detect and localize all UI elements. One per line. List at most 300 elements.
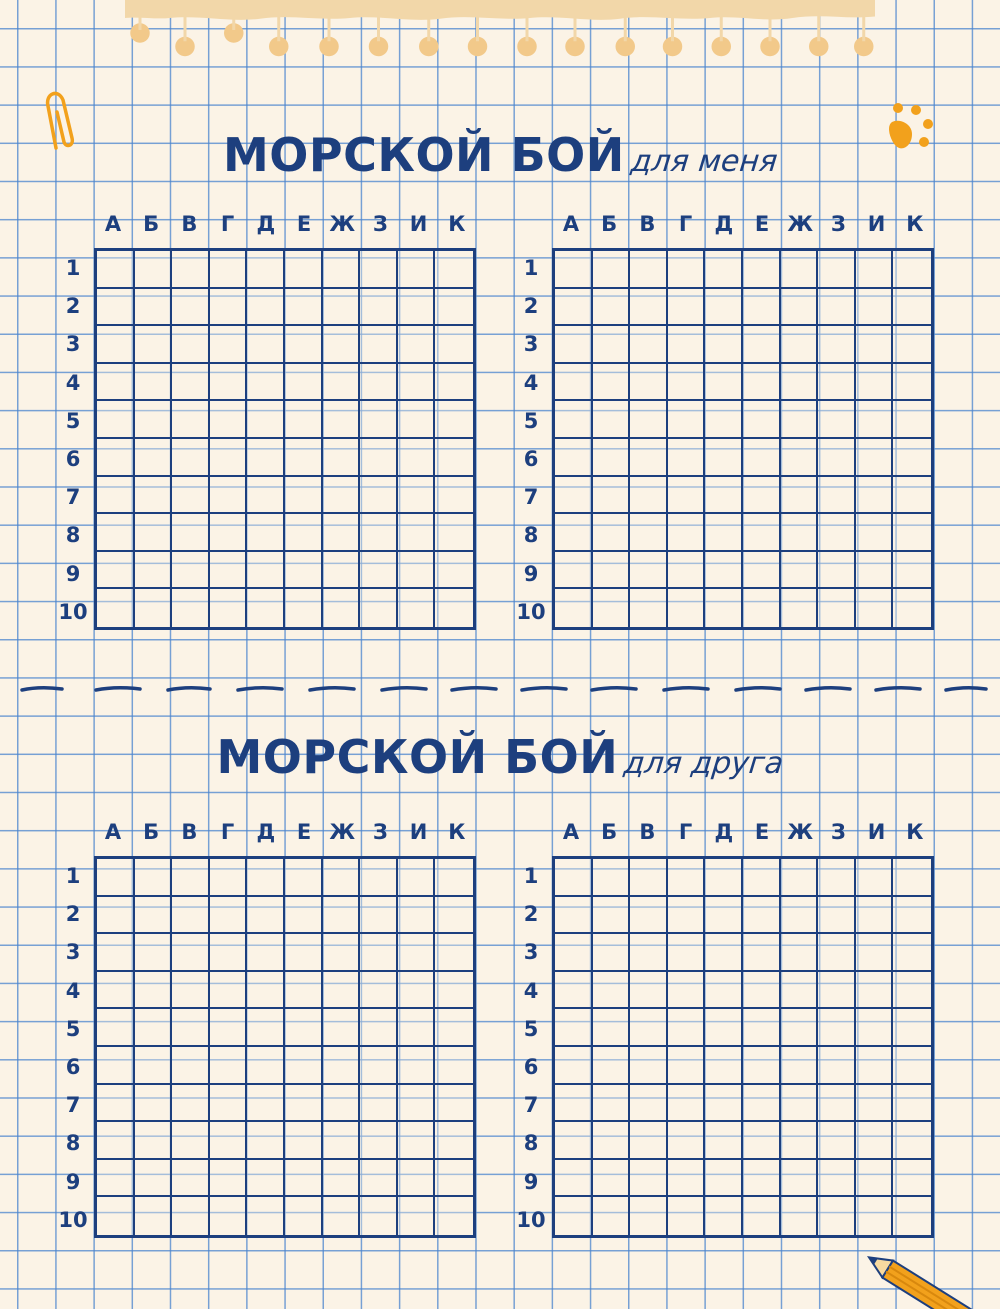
grid-cell[interactable] (135, 1160, 173, 1198)
grid-cell[interactable] (323, 552, 361, 590)
grid-cell[interactable] (323, 934, 361, 972)
grid-cell[interactable] (818, 326, 856, 364)
grid-cell[interactable] (630, 289, 668, 327)
grid-cell[interactable] (743, 859, 781, 897)
grid-cell[interactable] (360, 326, 398, 364)
grid-cell[interactable] (135, 552, 173, 590)
grid-cell[interactable] (893, 289, 931, 327)
grid-cell[interactable] (818, 897, 856, 935)
grid-cell[interactable] (630, 589, 668, 627)
grid-cell[interactable] (818, 1160, 856, 1198)
grid-cell[interactable] (630, 552, 668, 590)
grid-cell[interactable] (630, 897, 668, 935)
grid-cell[interactable] (323, 364, 361, 402)
grid-cell[interactable] (323, 401, 361, 439)
grid-cell[interactable] (210, 589, 248, 627)
grid-cell[interactable] (705, 364, 743, 402)
grid-cell[interactable] (630, 1047, 668, 1085)
grid-cell[interactable] (285, 972, 323, 1010)
grid-cell[interactable] (555, 1009, 593, 1047)
grid-cell[interactable] (781, 251, 819, 289)
grid-cell[interactable] (705, 514, 743, 552)
grid-cell[interactable] (360, 401, 398, 439)
grid-cell[interactable] (172, 1047, 210, 1085)
grid-cell[interactable] (135, 251, 173, 289)
grid-cell[interactable] (818, 251, 856, 289)
grid-cell[interactable] (435, 251, 473, 289)
grid-cell[interactable] (323, 1009, 361, 1047)
grid-cell[interactable] (593, 552, 631, 590)
grid-cell[interactable] (97, 934, 135, 972)
grid-cell[interactable] (398, 552, 436, 590)
grid-cell[interactable] (285, 589, 323, 627)
grid-cell[interactable] (818, 1197, 856, 1235)
grid-cell[interactable] (323, 1122, 361, 1160)
grid-cell[interactable] (435, 1122, 473, 1160)
grid-cell[interactable] (172, 514, 210, 552)
grid-cell[interactable] (705, 897, 743, 935)
grid-cell[interactable] (668, 1009, 706, 1047)
grid-cell[interactable] (172, 972, 210, 1010)
grid-cell[interactable] (285, 897, 323, 935)
grid-cell[interactable] (247, 1009, 285, 1047)
grid-cell[interactable] (97, 289, 135, 327)
grid-cell[interactable] (398, 1122, 436, 1160)
grid-cell[interactable] (398, 401, 436, 439)
grid-cell[interactable] (555, 589, 593, 627)
grid-cell[interactable] (555, 289, 593, 327)
grid-cell[interactable] (285, 326, 323, 364)
grid-cell[interactable] (555, 364, 593, 402)
grid-cell[interactable] (398, 1085, 436, 1123)
grid-cell[interactable] (97, 326, 135, 364)
grid-cell[interactable] (435, 326, 473, 364)
grid-cell[interactable] (285, 934, 323, 972)
grid-cell[interactable] (172, 589, 210, 627)
grid-cell[interactable] (435, 1197, 473, 1235)
grid-cell[interactable] (630, 1085, 668, 1123)
grid-cell[interactable] (781, 972, 819, 1010)
grid-cell[interactable] (555, 401, 593, 439)
grid-cell[interactable] (97, 897, 135, 935)
grid-cell[interactable] (555, 1160, 593, 1198)
grid-cell[interactable] (97, 1197, 135, 1235)
grid-cell[interactable] (398, 1047, 436, 1085)
grid-cell[interactable] (360, 589, 398, 627)
grid-cell[interactable] (360, 1160, 398, 1198)
grid-cell[interactable] (818, 477, 856, 515)
grid-cell[interactable] (705, 477, 743, 515)
grid-cell[interactable] (668, 477, 706, 515)
grid-cell[interactable] (360, 364, 398, 402)
grid-cell[interactable] (743, 514, 781, 552)
grid-cell[interactable] (593, 477, 631, 515)
grid-cell[interactable] (781, 1197, 819, 1235)
grid-cell[interactable] (856, 401, 894, 439)
grid-cell[interactable] (630, 972, 668, 1010)
grid-cell[interactable] (172, 552, 210, 590)
grid-cell[interactable] (705, 1122, 743, 1160)
grid-cell[interactable] (893, 1197, 931, 1235)
grid-cell[interactable] (781, 326, 819, 364)
grid-cell[interactable] (593, 934, 631, 972)
grid-cell[interactable] (630, 477, 668, 515)
grid-cell[interactable] (555, 897, 593, 935)
grid-cell[interactable] (285, 401, 323, 439)
grid-cell[interactable] (323, 1085, 361, 1123)
grid-cell[interactable] (668, 589, 706, 627)
grid-cell[interactable] (743, 589, 781, 627)
grid-cell[interactable] (856, 251, 894, 289)
grid-cell[interactable] (630, 1122, 668, 1160)
grid-cell[interactable] (555, 439, 593, 477)
grid-cell[interactable] (743, 897, 781, 935)
grid-cell[interactable] (210, 552, 248, 590)
grid-cell[interactable] (893, 1009, 931, 1047)
grid-cell[interactable] (135, 1085, 173, 1123)
grid-cell[interactable] (668, 439, 706, 477)
grid-cell[interactable] (360, 1009, 398, 1047)
grid-cell[interactable] (97, 552, 135, 590)
grid-cell[interactable] (743, 477, 781, 515)
grid-cell[interactable] (360, 251, 398, 289)
grid-cell[interactable] (247, 859, 285, 897)
grid-cell[interactable] (247, 589, 285, 627)
grid-cell[interactable] (668, 972, 706, 1010)
grid-cell[interactable] (435, 934, 473, 972)
grid-cell[interactable] (398, 289, 436, 327)
grid-cell[interactable] (135, 897, 173, 935)
grid-cell[interactable] (210, 289, 248, 327)
grid-cell[interactable] (360, 1047, 398, 1085)
grid-cell[interactable] (247, 251, 285, 289)
grid-cell[interactable] (893, 859, 931, 897)
grid-cell[interactable] (893, 552, 931, 590)
grid-cell[interactable] (743, 1197, 781, 1235)
grid-cell[interactable] (743, 1009, 781, 1047)
grid-cell[interactable] (210, 1047, 248, 1085)
grid-cell[interactable] (893, 514, 931, 552)
grid-cell[interactable] (285, 1047, 323, 1085)
grid-cell[interactable] (893, 477, 931, 515)
grid-cell[interactable] (435, 1009, 473, 1047)
grid-cell[interactable] (630, 1160, 668, 1198)
grid-cell[interactable] (97, 1009, 135, 1047)
grid-cell[interactable] (285, 477, 323, 515)
grid-cell[interactable] (97, 364, 135, 402)
grid-cell[interactable] (247, 1047, 285, 1085)
grid-cell[interactable] (135, 1122, 173, 1160)
grid-cell[interactable] (893, 972, 931, 1010)
grid-cell[interactable] (668, 1197, 706, 1235)
grid-cell[interactable] (323, 1047, 361, 1085)
grid-cell[interactable] (285, 859, 323, 897)
grid-cell[interactable] (360, 897, 398, 935)
grid-cell[interactable] (743, 439, 781, 477)
grid-cell[interactable] (247, 477, 285, 515)
grid-cell[interactable] (210, 514, 248, 552)
grid-cell[interactable] (893, 1085, 931, 1123)
grid-cell[interactable] (247, 552, 285, 590)
grid-cell[interactable] (210, 401, 248, 439)
grid-cell[interactable] (135, 1197, 173, 1235)
grid-cell[interactable] (705, 251, 743, 289)
grid-cell[interactable] (705, 1085, 743, 1123)
grid-cell[interactable] (398, 897, 436, 935)
grid-cell[interactable] (398, 1009, 436, 1047)
grid-cell[interactable] (135, 1009, 173, 1047)
grid-cell[interactable] (323, 589, 361, 627)
grid-cell[interactable] (435, 364, 473, 402)
grid-cell[interactable] (818, 289, 856, 327)
grid-cell[interactable] (630, 439, 668, 477)
grid-cell[interactable] (555, 251, 593, 289)
grid-cell[interactable] (630, 1197, 668, 1235)
grid-cell[interactable] (856, 514, 894, 552)
grid-cell[interactable] (630, 401, 668, 439)
grid-cell[interactable] (172, 439, 210, 477)
grid-cell[interactable] (97, 859, 135, 897)
grid-cell[interactable] (593, 439, 631, 477)
grid-cell[interactable] (781, 514, 819, 552)
grid-cell[interactable] (210, 1160, 248, 1198)
grid-cell[interactable] (818, 364, 856, 402)
grid-cell[interactable] (818, 552, 856, 590)
grid-cell[interactable] (172, 897, 210, 935)
grid-cell[interactable] (818, 589, 856, 627)
grid-cell[interactable] (247, 364, 285, 402)
grid-cell[interactable] (668, 514, 706, 552)
grid-cell[interactable] (435, 1160, 473, 1198)
grid-cell[interactable] (555, 552, 593, 590)
grid-cell[interactable] (210, 1009, 248, 1047)
grid-cell[interactable] (360, 552, 398, 590)
grid-cell[interactable] (210, 859, 248, 897)
grid-cell[interactable] (781, 1160, 819, 1198)
grid-cell[interactable] (818, 1122, 856, 1160)
grid-cell[interactable] (593, 401, 631, 439)
grid-cell[interactable] (856, 289, 894, 327)
grid-cell[interactable] (435, 859, 473, 897)
grid-cell[interactable] (856, 326, 894, 364)
grid-cell[interactable] (360, 477, 398, 515)
grid-cell[interactable] (781, 1009, 819, 1047)
grid-cell[interactable] (360, 859, 398, 897)
grid-cell[interactable] (705, 589, 743, 627)
grid-cell[interactable] (323, 477, 361, 515)
grid-cell[interactable] (172, 251, 210, 289)
grid-cell[interactable] (856, 1085, 894, 1123)
grid-cell[interactable] (360, 934, 398, 972)
grid-cell[interactable] (247, 289, 285, 327)
grid-cell[interactable] (818, 401, 856, 439)
grid-cell[interactable] (668, 897, 706, 935)
grid-cell[interactable] (247, 439, 285, 477)
grid-cell[interactable] (135, 589, 173, 627)
grid-cell[interactable] (668, 401, 706, 439)
grid-cell[interactable] (435, 897, 473, 935)
grid-cell[interactable] (781, 401, 819, 439)
grid-cell[interactable] (398, 326, 436, 364)
grid-cell[interactable] (247, 326, 285, 364)
grid-cell[interactable] (135, 289, 173, 327)
grid-cell[interactable] (893, 1160, 931, 1198)
grid-cell[interactable] (743, 934, 781, 972)
grid-cell[interactable] (555, 972, 593, 1010)
grid-cell[interactable] (743, 364, 781, 402)
grid-cell[interactable] (893, 589, 931, 627)
grid-cell[interactable] (323, 859, 361, 897)
grid-cell[interactable] (135, 514, 173, 552)
grid-cell[interactable] (593, 1197, 631, 1235)
grid-cell[interactable] (893, 934, 931, 972)
grid-cell[interactable] (172, 1009, 210, 1047)
grid-cell[interactable] (818, 514, 856, 552)
grid-cell[interactable] (172, 364, 210, 402)
grid-cell[interactable] (210, 1197, 248, 1235)
grid-cell[interactable] (210, 251, 248, 289)
grid-cell[interactable] (818, 1009, 856, 1047)
grid-cell[interactable] (555, 514, 593, 552)
grid-cell[interactable] (210, 439, 248, 477)
grid-cell[interactable] (781, 859, 819, 897)
grid-cell[interactable] (743, 1047, 781, 1085)
grid-cell[interactable] (781, 897, 819, 935)
grid-cell[interactable] (818, 439, 856, 477)
grid-cell[interactable] (97, 514, 135, 552)
grid-cell[interactable] (435, 589, 473, 627)
grid-cell[interactable] (705, 401, 743, 439)
grid-cell[interactable] (555, 326, 593, 364)
grid-cell[interactable] (893, 364, 931, 402)
grid-cell[interactable] (285, 251, 323, 289)
grid-cell[interactable] (172, 934, 210, 972)
grid-cell[interactable] (630, 251, 668, 289)
grid-cell[interactable] (323, 326, 361, 364)
grid-cell[interactable] (818, 1047, 856, 1085)
grid-cell[interactable] (360, 289, 398, 327)
grid-cell[interactable] (668, 251, 706, 289)
grid-cell[interactable] (97, 1122, 135, 1160)
grid-cell[interactable] (97, 1085, 135, 1123)
grid-cell[interactable] (210, 364, 248, 402)
grid-cell[interactable] (555, 477, 593, 515)
grid-cell[interactable] (893, 251, 931, 289)
grid-cell[interactable] (705, 1047, 743, 1085)
grid-cell[interactable] (135, 439, 173, 477)
grid-cell[interactable] (97, 1047, 135, 1085)
grid-cell[interactable] (285, 1122, 323, 1160)
grid-cell[interactable] (135, 972, 173, 1010)
grid-cell[interactable] (856, 897, 894, 935)
grid-cell[interactable] (172, 401, 210, 439)
grid-cell[interactable] (435, 552, 473, 590)
grid-cell[interactable] (856, 1122, 894, 1160)
grid-cell[interactable] (593, 289, 631, 327)
grid-cell[interactable] (781, 1122, 819, 1160)
grid-cell[interactable] (856, 364, 894, 402)
grid-cell[interactable] (398, 477, 436, 515)
grid-cell[interactable] (172, 289, 210, 327)
grid-cell[interactable] (435, 1085, 473, 1123)
grid-cell[interactable] (705, 1009, 743, 1047)
grid-cell[interactable] (781, 589, 819, 627)
grid-cell[interactable] (668, 1047, 706, 1085)
grid-cell[interactable] (360, 439, 398, 477)
grid-cell[interactable] (818, 972, 856, 1010)
grid-cell[interactable] (97, 1160, 135, 1198)
grid-cell[interactable] (435, 1047, 473, 1085)
grid-cell[interactable] (323, 289, 361, 327)
grid-cell[interactable] (668, 1085, 706, 1123)
grid-cell[interactable] (743, 552, 781, 590)
grid-cell[interactable] (668, 934, 706, 972)
grid-cell[interactable] (97, 477, 135, 515)
grid-cell[interactable] (781, 439, 819, 477)
grid-cell[interactable] (781, 364, 819, 402)
grid-cell[interactable] (893, 401, 931, 439)
grid-cell[interactable] (360, 1122, 398, 1160)
grid-cell[interactable] (856, 477, 894, 515)
grid-cell[interactable] (210, 897, 248, 935)
grid-cell[interactable] (97, 439, 135, 477)
grid-cell[interactable] (323, 972, 361, 1010)
grid-cell[interactable] (247, 972, 285, 1010)
grid-cell[interactable] (893, 1047, 931, 1085)
grid-cell[interactable] (172, 1122, 210, 1160)
grid-cell[interactable] (435, 401, 473, 439)
grid-cell[interactable] (247, 1122, 285, 1160)
grid-cell[interactable] (435, 477, 473, 515)
grid-cell[interactable] (285, 514, 323, 552)
grid-cell[interactable] (893, 439, 931, 477)
grid-cell[interactable] (630, 326, 668, 364)
grid-cell[interactable] (705, 1160, 743, 1198)
grid-cell[interactable] (435, 439, 473, 477)
grid-cell[interactable] (135, 859, 173, 897)
grid-cell[interactable] (135, 401, 173, 439)
grid-cell[interactable] (781, 552, 819, 590)
grid-cell[interactable] (247, 1160, 285, 1198)
grid-cell[interactable] (593, 1122, 631, 1160)
grid-cell[interactable] (398, 859, 436, 897)
grid-cell[interactable] (360, 514, 398, 552)
grid-cell[interactable] (705, 972, 743, 1010)
grid-cell[interactable] (705, 934, 743, 972)
grid-cell[interactable] (285, 1085, 323, 1123)
grid-cell[interactable] (285, 1160, 323, 1198)
grid-cell[interactable] (593, 1009, 631, 1047)
grid-cell[interactable] (818, 1085, 856, 1123)
grid-cell[interactable] (323, 439, 361, 477)
grid-cell[interactable] (856, 552, 894, 590)
grid-cell[interactable] (285, 289, 323, 327)
grid-cell[interactable] (743, 401, 781, 439)
grid-cell[interactable] (97, 972, 135, 1010)
grid-cell[interactable] (323, 251, 361, 289)
grid-cell[interactable] (135, 1047, 173, 1085)
grid-cell[interactable] (398, 439, 436, 477)
grid-cell[interactable] (593, 1047, 631, 1085)
grid-cell[interactable] (360, 972, 398, 1010)
grid-cell[interactable] (781, 1047, 819, 1085)
grid-cell[interactable] (435, 514, 473, 552)
grid-cell[interactable] (135, 364, 173, 402)
grid-cell[interactable] (856, 589, 894, 627)
grid-cell[interactable] (743, 251, 781, 289)
grid-cell[interactable] (856, 1047, 894, 1085)
grid-cell[interactable] (630, 364, 668, 402)
